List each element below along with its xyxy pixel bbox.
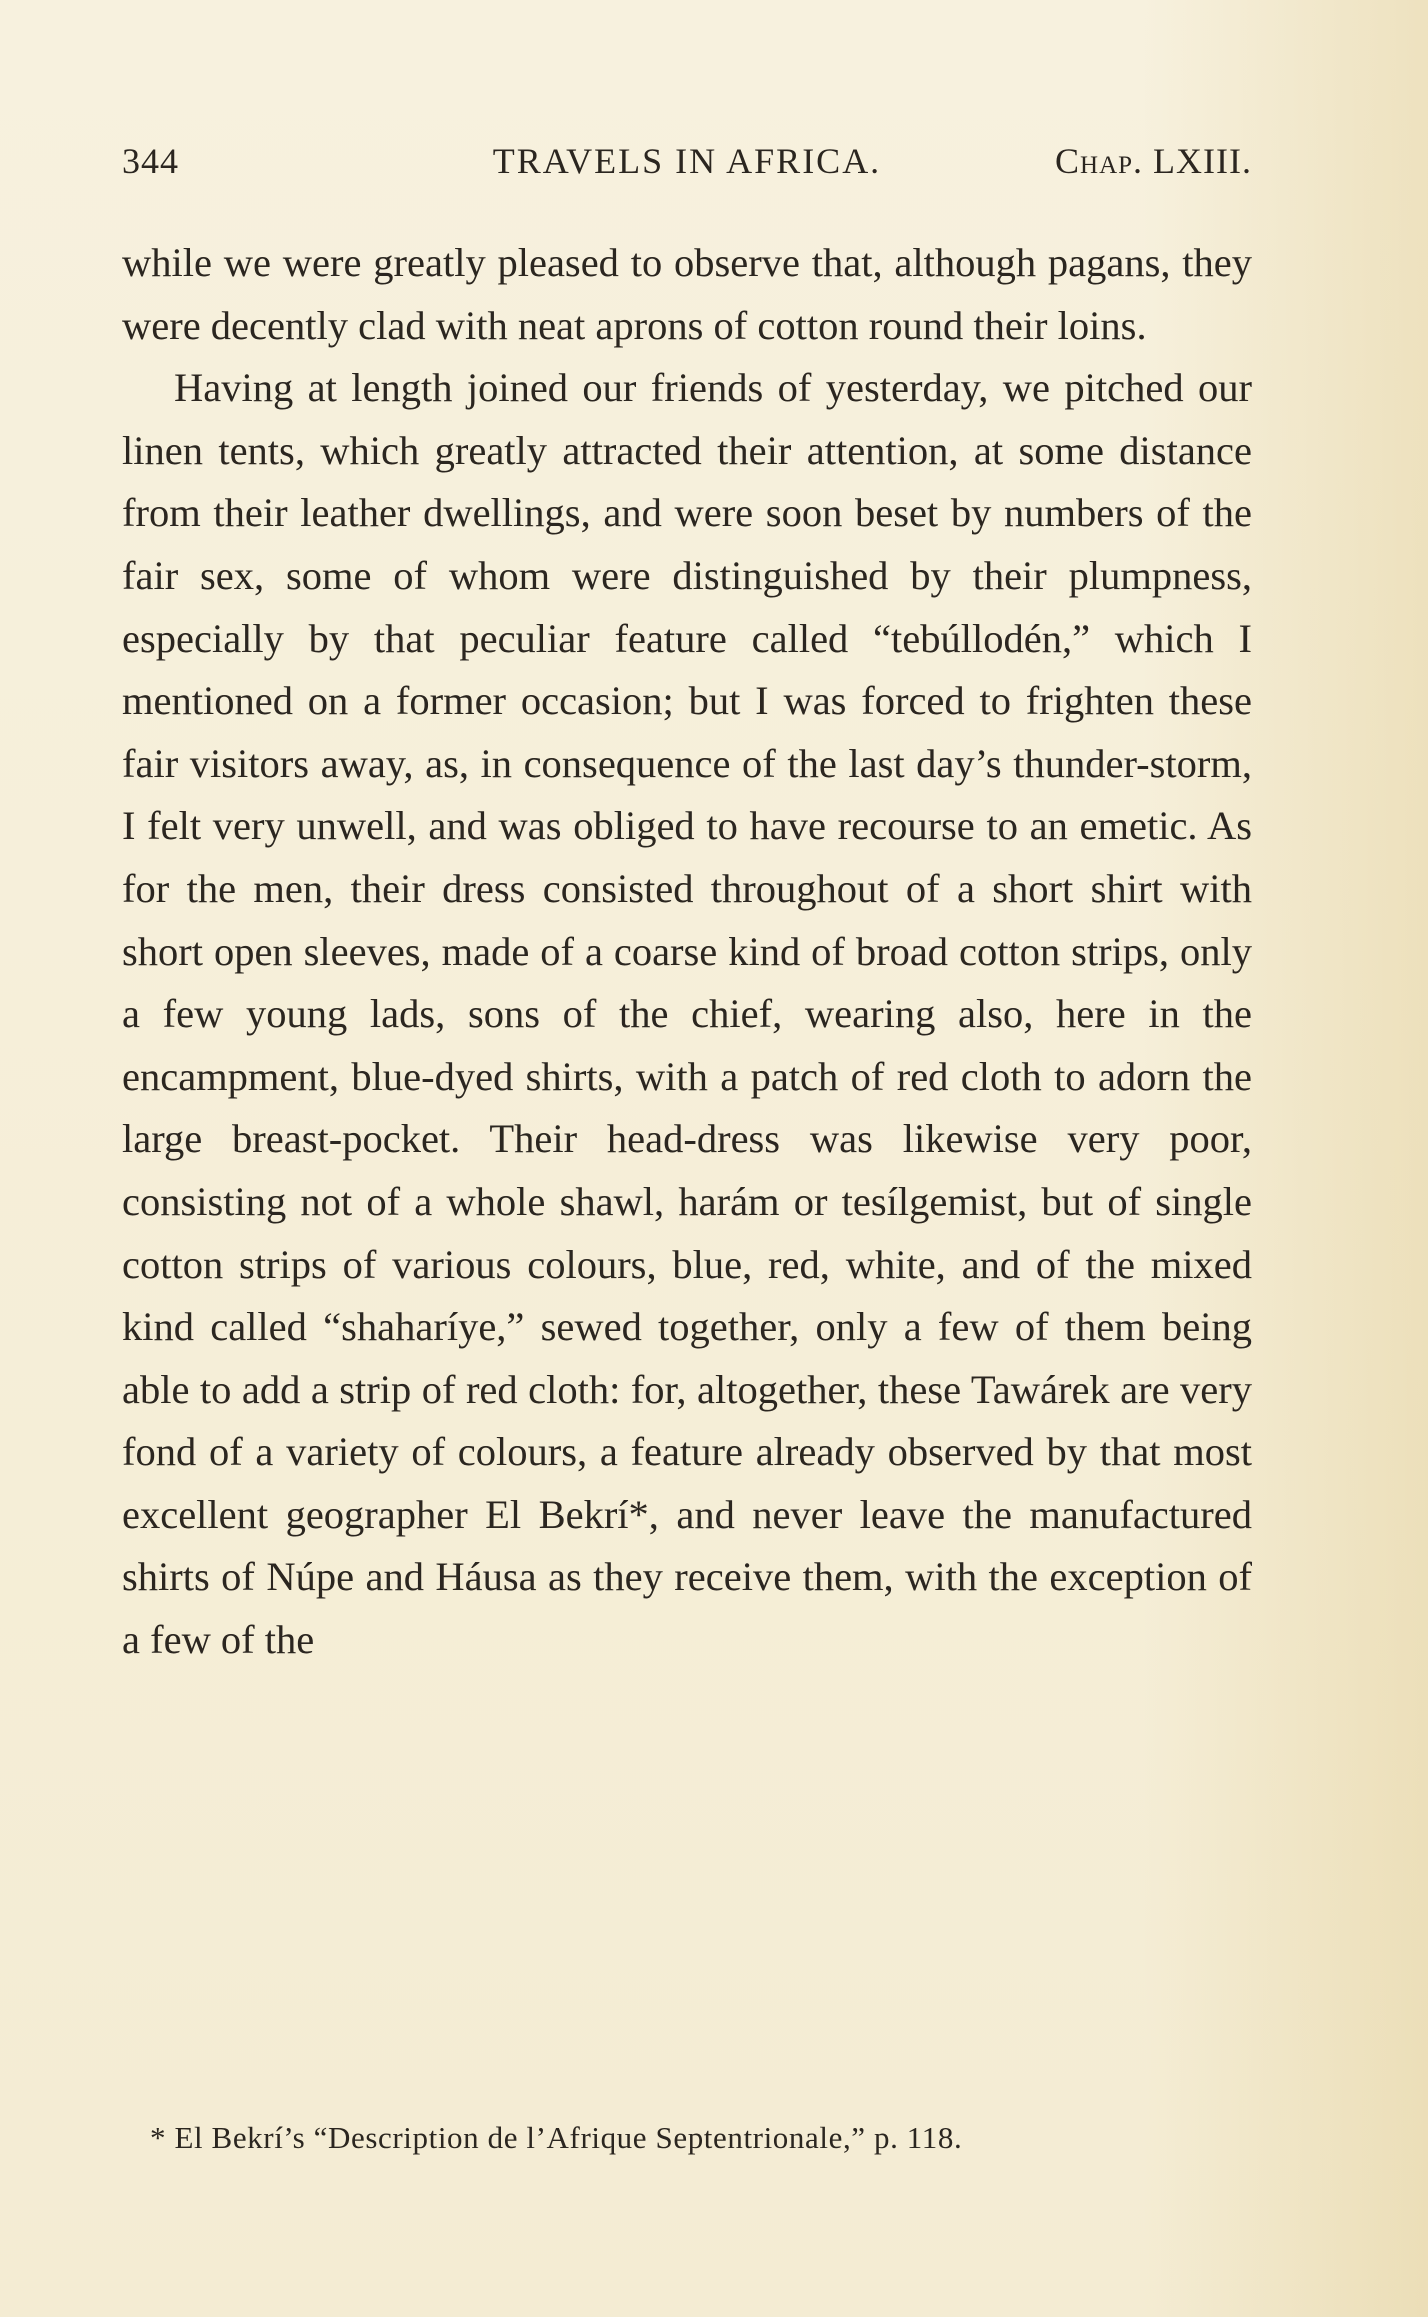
running-header [122, 140, 1252, 200]
chapter-label: Chap. LXIII. [1055, 141, 1252, 181]
footnote: * El Bekrí’s “Description de l’Afrique Septentrionale,” p. 118. [150, 2120, 963, 2155]
running-title: TRAVELS IN AFRICA. [492, 141, 882, 181]
paragraph-continued: while we were greatly pleased to observe that, although pagans, they were decently clad with neat aprons of cotton round their loins. [122, 240, 1252, 348]
paragraph: Having at length joined our friends of yesterday, we pitched our linen tents, which greatly attracted their attention, at some distance from their leather dwellings, and were soon beset by numbers of the fair sex, some of whom were distinguished by their plumpness, especially by that peculiar feature called “tebúllodén,” which I mentioned on a former occasion; but I was forced to frighten these fair visitors away, as, in consequence of the last day’s thunder-storm, I felt very unwell, and was obliged to have recourse to an emetic. As for the men, their dress consisted throughout of a short shirt with short open sleeves, made of a coarse kind of broad cotton strips, only a few young lads, sons of the chief, wearing also, here in the encampment, blue-dyed shirts, with a patch of red cloth to adorn the large breast-pocket. Their head-dress was likewise very poor, consisting not of a whole shawl, harám or tesílgemist, but of single cotton strips of various colours, blue, red, white, and of the mixed kind called “shaharíye,” sewed together, only a few of them being able to add a strip of red cloth: for, altogether, these Tawárek are very fond of a variety of colours, a feature already observed by that most excellent geographer El Bekrí*, and never leave the manufactured shirts of Núpe and Háusa as they receive them, with the exception of a few of the [122, 365, 1252, 1663]
page-number: 344 [122, 141, 179, 181]
body-text [122, 232, 1252, 1672]
